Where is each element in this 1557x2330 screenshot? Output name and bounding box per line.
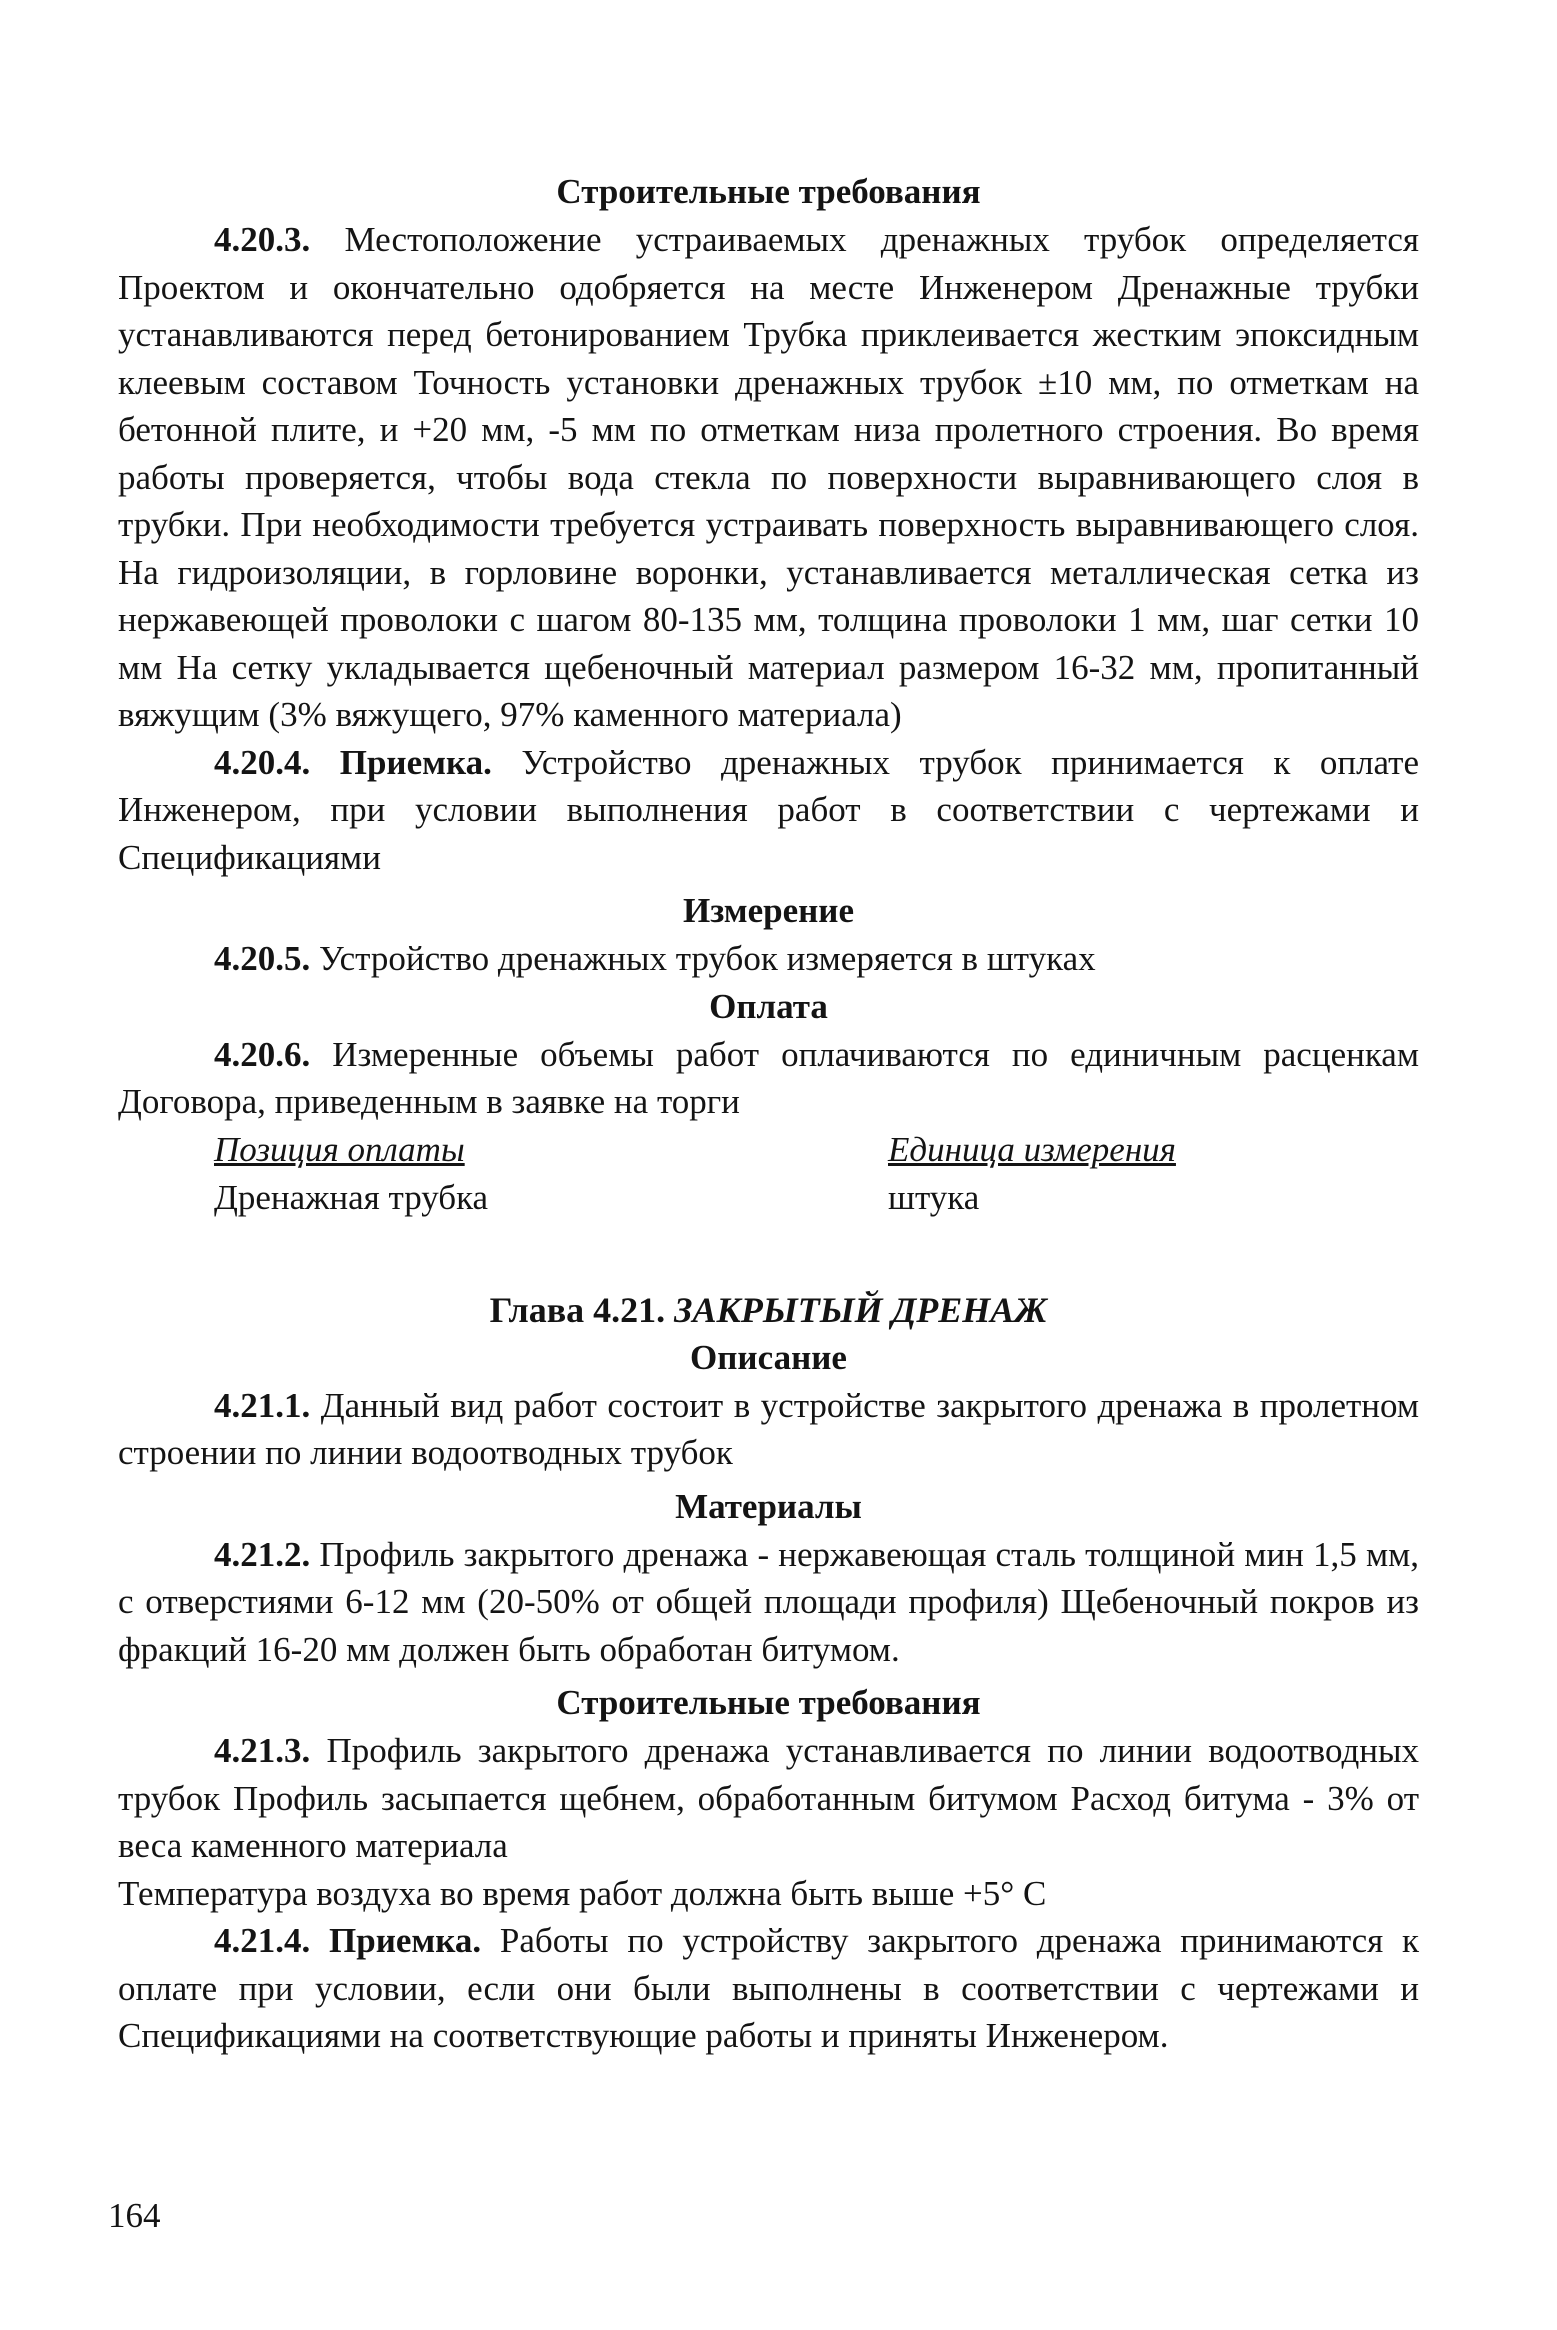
chapter-prefix: Глава 4.21. bbox=[489, 1289, 675, 1330]
clause-number: 4.20.4. Приемка. bbox=[214, 742, 492, 782]
clause-number: 4.21.1. bbox=[214, 1385, 311, 1425]
clause-text: Устройство дренажных трубок измеряется в штуках bbox=[310, 939, 1096, 978]
clause-text: Профиль закрытого дренажа устанавливается по линии водоотводных трубок Профиль засыпается щебнем, обработанным битумом Расход битума - 3% от веса каменного материала bbox=[118, 1731, 1419, 1865]
paragraph-4-21-1 bbox=[118, 1382, 1419, 1477]
section-heading-construction-requirements: Строительные требования bbox=[556, 172, 981, 211]
chapter-title bbox=[118, 1286, 1419, 1334]
clause-number: 4.20.5. bbox=[214, 939, 311, 978]
section-heading-materials: Материалы bbox=[675, 1486, 862, 1526]
clause-number: 4.21.4. Приемка. bbox=[214, 1921, 482, 1960]
clause-number: 4.20.3. bbox=[214, 220, 311, 259]
page-number: 164 bbox=[108, 2196, 161, 2235]
chapter-name: ЗАКРЫТЫЙ ДРЕНАЖ bbox=[674, 1289, 1048, 1330]
section-heading-description: Описание bbox=[690, 1337, 847, 1377]
unit-header: Единица измерения bbox=[888, 1129, 1176, 1169]
payment-table bbox=[118, 1126, 1419, 1222]
clause-text: Местоположение устраиваемых дренажных трубок определяется Проектом и окончательно одобряется на месте Инженером Дренажные трубки устанавливаются перед бетонированием Трубка приклеивается жестким эпоксидным клеевым составом Точность установки дренажных трубок ±10 мм, по отметкам на бетонной плите, и +20 мм, -5 мм по отметкам низа пролетного строения. Во время работы проверяется, чтобы вода стекла по поверхности выравнивающего слоя в трубки. При необходимости требуется устраивать поверхность выравнивающего слоя. На гидроизоляции, в горловине воронки, устанавливается металлическая сетка из нержавеющей проволоки с шагом 80-135 мм, толщина проволоки 1 мм, шаг сетки 10 мм На сетку укладывается щебеночный материал размером 16-32 мм, пропитанный вяжущим (3% вяжущего, 97% каменного материала) bbox=[118, 220, 1419, 734]
paragraph-4-20-6 bbox=[118, 1031, 1419, 1126]
clause-text: Данный вид работ состоит в устройстве закрытого дренажа в пролетном строении по линии водоотводных трубок bbox=[118, 1385, 1419, 1472]
section-heading-measurement: Измерение bbox=[682, 891, 855, 930]
payment-item-value: Дренажная трубка bbox=[214, 1177, 489, 1217]
paragraph-4-20-3 bbox=[118, 216, 1419, 739]
section-heading-construction-requirements-2: Строительные требования bbox=[556, 1683, 981, 1722]
paragraph-4-21-3 bbox=[118, 1727, 1419, 1870]
clause-text: Измеренные объемы работ оплачиваются по единичным расценкам Договора, приведенным в заявке на торги bbox=[118, 1034, 1419, 1121]
payment-item-header: Позиция оплаты bbox=[214, 1129, 465, 1169]
clause-text: Устройство дренажных трубок принимается к оплате Инженером, при условии выполнения работ в соответствии с чертежами и Спецификациями bbox=[118, 742, 1419, 877]
paragraph-4-20-5 bbox=[118, 935, 1419, 983]
clause-text: Профиль закрытого дренажа - нержавеющая сталь толщиной мин 1,5 мм, с отверстиями 6-12 мм (20-50% от общей площади профиля) Щебеночный покров из фракций 16-20 мм должен быть обработан битумом. bbox=[118, 1534, 1419, 1669]
clause-number: 4.21.2. bbox=[214, 1534, 311, 1574]
clause-number: 4.20.6. bbox=[214, 1034, 311, 1074]
paragraph-4-21-2 bbox=[118, 1531, 1419, 1674]
paragraph-4-21-4 bbox=[118, 1917, 1419, 2060]
unit-value: штука bbox=[888, 1177, 980, 1217]
clause-number: 4.21.3. bbox=[214, 1731, 311, 1770]
paragraph-temperature: Температура воздуха во время работ должна быть выше +5° С bbox=[118, 1873, 1047, 1913]
paragraph-4-20-4 bbox=[118, 739, 1419, 882]
clause-text: Работы по устройству закрытого дренажа принимаются к оплате при условии, если они были выполнены в соответствии с чертежами и Спецификациями на соответствующие работы и приняты Инженером. bbox=[118, 1921, 1419, 2055]
section-heading-payment: Оплата bbox=[709, 986, 828, 1026]
